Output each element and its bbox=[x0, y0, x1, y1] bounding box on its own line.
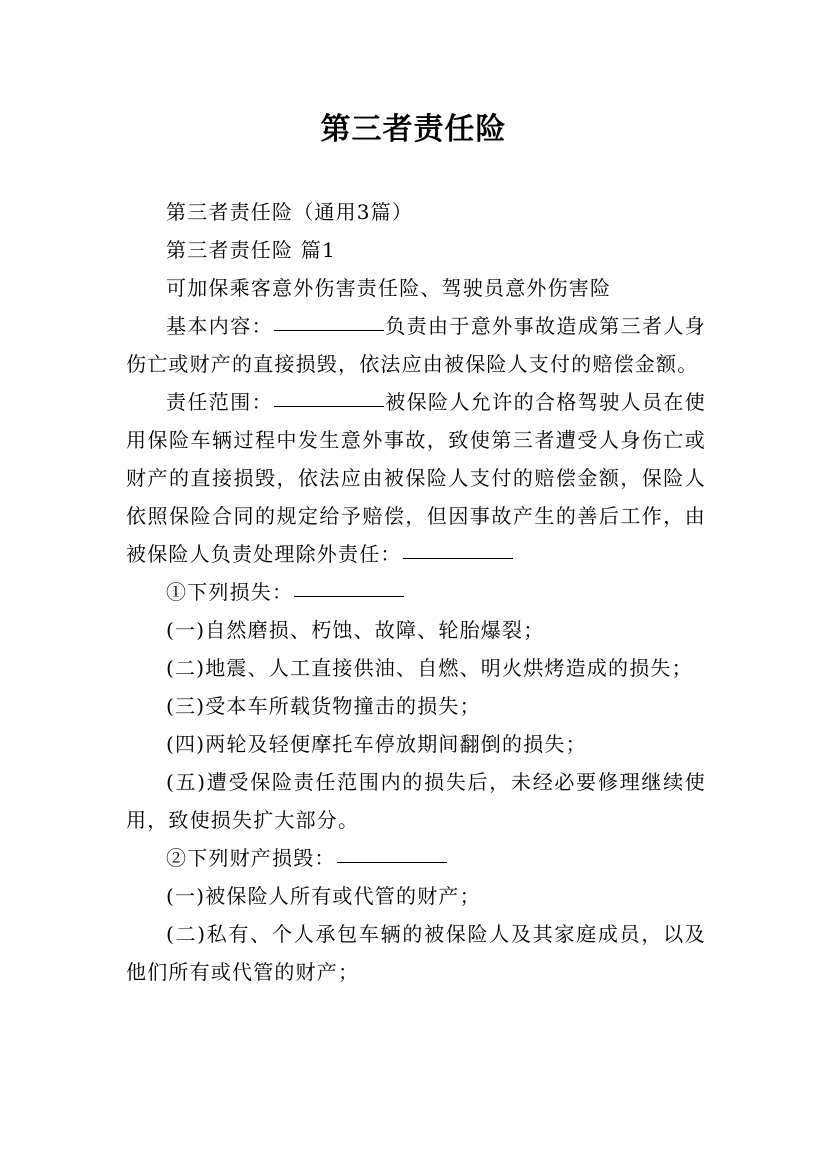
fill-in-blank bbox=[403, 557, 513, 559]
paragraph-loss-item-5 bbox=[126, 763, 706, 839]
paragraph-subtitle bbox=[126, 193, 706, 231]
paragraph-text: (三)受本车所载货物撞击的损失； bbox=[166, 694, 481, 718]
paragraph-coverage-addons bbox=[126, 269, 706, 307]
paragraph-losses-heading bbox=[126, 573, 706, 611]
paragraph-text: 基本内容： bbox=[166, 314, 273, 338]
paragraph-text: (二)地震、人工直接供油、自燃、明火烘烤造成的损失； bbox=[166, 656, 693, 680]
document-title: 第三者责任险 bbox=[320, 112, 507, 147]
paragraph-loss-item-2 bbox=[126, 649, 706, 687]
paragraph-text: 可加保乘客意外伤害责任险、驾驶员意外伤害险 bbox=[166, 276, 612, 300]
paragraph-text: (一)被保险人所有或代管的财产； bbox=[166, 884, 481, 908]
paragraph-text-cont: 被保险人允许的合格驾驶人员在使用保险车辆过程中发生意外事故，致使第三者遭受人身伤亡或财产的直接损毁，依法应由被保险人支付的赔偿金额，保险人依照保险合同的规定给予赔偿，但因事故产生的善后工作，由被保险人负责处理除外责任： bbox=[126, 390, 706, 566]
paragraph-text: ②下列财产损毁： bbox=[166, 846, 336, 870]
paragraph-basic-content bbox=[126, 307, 706, 383]
paragraph-text: (五)遭受保险责任范围内的损失后，未经必要修理继续使用，致使损失扩大部分。 bbox=[126, 770, 706, 832]
paragraph-text: (四)两轮及轻便摩托车停放期间翻倒的损失； bbox=[166, 732, 587, 756]
paragraph-section-heading bbox=[126, 231, 706, 269]
paragraph-text: 第三者责任险（通用3篇） bbox=[166, 200, 414, 224]
paragraph-property-item-2 bbox=[126, 915, 706, 991]
paragraph-loss-item-4 bbox=[126, 725, 706, 763]
paragraph-text: (二)私有、个人承包车辆的被保险人及其家庭成员，以及他们所有或代管的财产； bbox=[126, 922, 706, 984]
fill-in-blank bbox=[337, 861, 447, 863]
paragraph-text-cont: 负责由于意外事故造成第三者人身伤亡或财产的直接损毁，依法应由被保险人支付的赔偿金额。 bbox=[126, 314, 706, 376]
fill-in-blank bbox=[274, 405, 384, 407]
paragraph-property-item-1 bbox=[126, 877, 706, 915]
paragraph-scope bbox=[126, 383, 706, 573]
paragraph-loss-item-1 bbox=[126, 611, 706, 649]
paragraph-property-heading bbox=[126, 839, 706, 877]
paragraph-text: (一)自然磨损、朽蚀、故障、轮胎爆裂； bbox=[166, 618, 545, 642]
paragraph-loss-item-3 bbox=[126, 687, 706, 725]
paragraph-text: ①下列损失： bbox=[166, 580, 294, 604]
paragraph-text: 第三者责任险 篇1 bbox=[166, 238, 336, 262]
paragraph-text: 责任范围： bbox=[166, 390, 273, 414]
fill-in-blank bbox=[294, 595, 404, 597]
fill-in-blank bbox=[274, 329, 384, 331]
document-body bbox=[126, 193, 706, 991]
